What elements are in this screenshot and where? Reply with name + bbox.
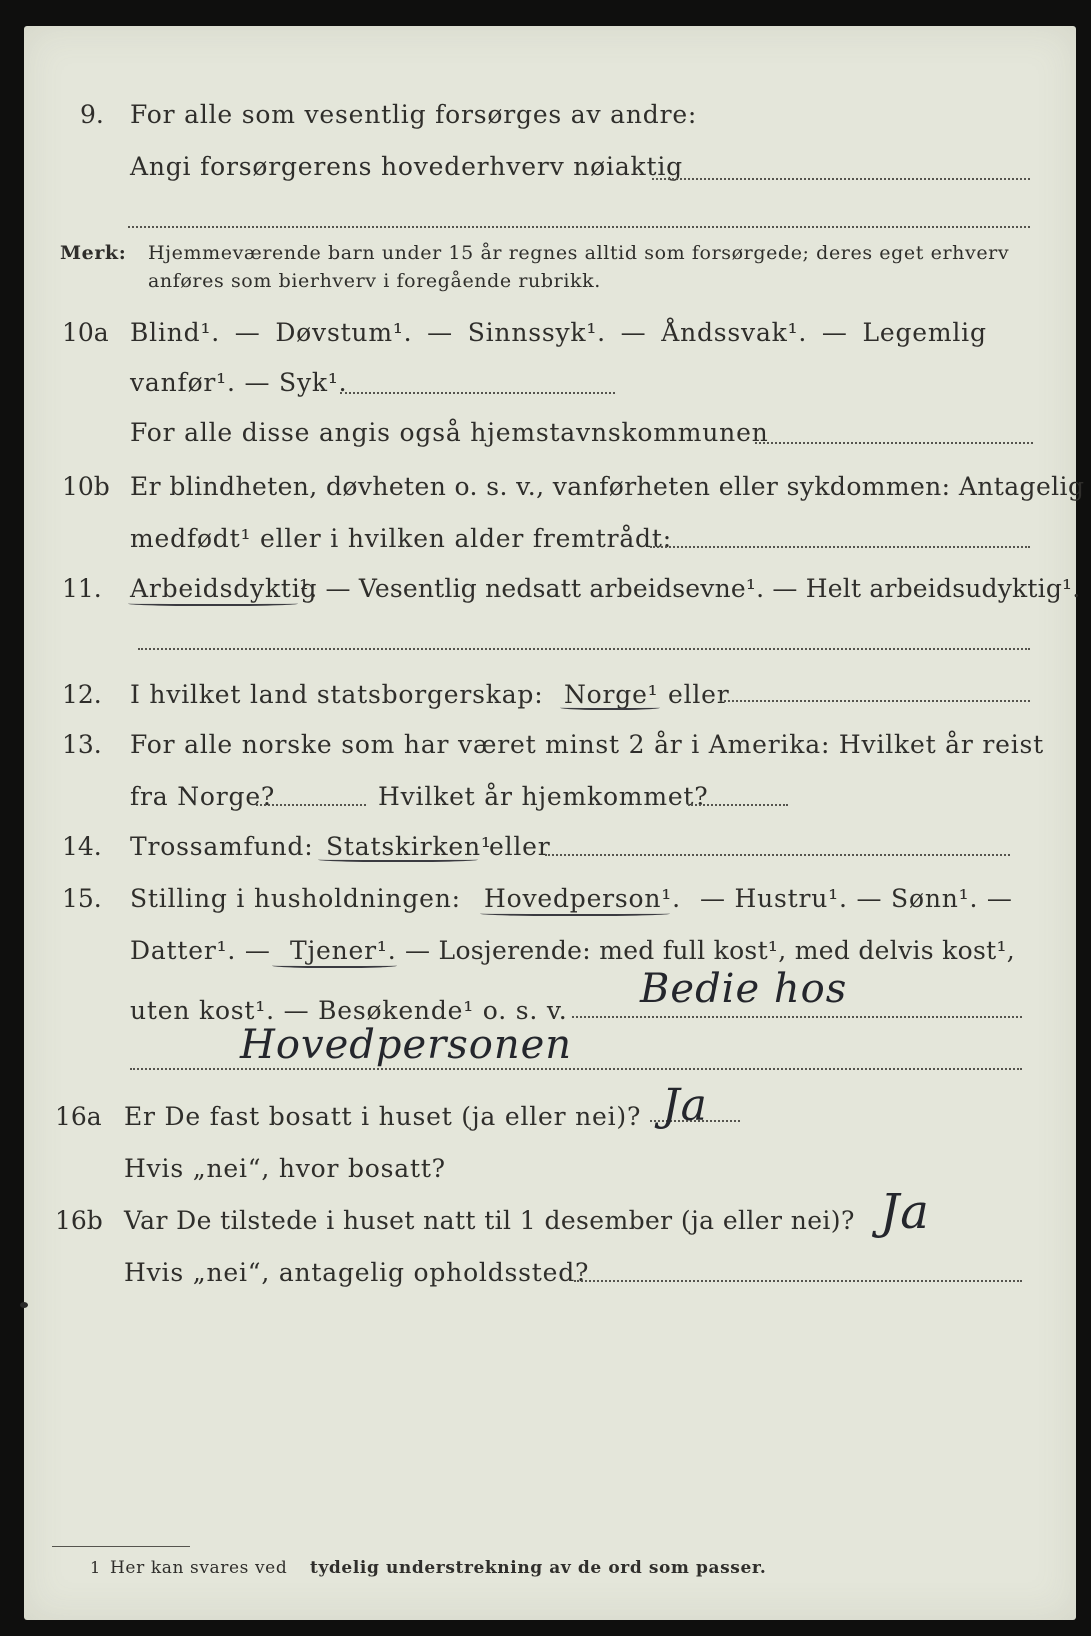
q14-tail: eller [489, 832, 551, 861]
q16b-answer-line[interactable] [574, 1280, 1022, 1282]
q15-opt-hovedperson[interactable]: Hovedperson¹. [484, 884, 681, 913]
q15-handwritten-answer-1: Bedie hos [640, 966, 848, 1012]
q13-line1: For alle norske som har været minst 2 år i Amerika: Hvilket år reist [130, 730, 1045, 759]
q15-line1c: — Hustru¹. — Sønn¹. — [700, 884, 1013, 913]
q13-line2a: fra Norge? [130, 782, 276, 811]
q14-number: 14. [62, 832, 102, 861]
q14-opt-statskirken[interactable]: Statskirken¹ [326, 832, 492, 861]
merk-label: Merk: [60, 242, 127, 264]
q10b-line2: medfødt¹ eller i hvilken alder fremtrådt: [130, 524, 672, 553]
q16b-number: 16b [55, 1206, 103, 1235]
footnote-rule [52, 1546, 190, 1547]
footnote-mark: 1 [90, 1558, 101, 1577]
footnote-bold-text: tydelig understrekning av de ord som passer. [310, 1558, 767, 1578]
q9-answer-line[interactable] [652, 178, 1030, 180]
q11-opt-arbeidsdyktig[interactable]: Arbeidsdyktig [130, 574, 318, 603]
q10a-syk-line[interactable] [340, 392, 615, 394]
q16b-handwritten-answer: Ja [880, 1184, 930, 1240]
q12-text: I hvilket land statsborgerskap: [130, 680, 544, 709]
q16b-line1: Var De tilstede i huset natt til 1 desember (ja eller nei)? [124, 1206, 855, 1235]
q13-reist-line[interactable] [256, 804, 366, 806]
q13-hjemkommet-line[interactable] [688, 804, 788, 806]
q15-number: 15. [62, 884, 102, 913]
q10b-answer-line[interactable] [650, 546, 1030, 548]
q11-underline [128, 600, 298, 606]
q12-opt-norge[interactable]: Norge¹ [564, 680, 659, 709]
q16a-line1: Er De fast bosatt i huset (ja eller nei)? [124, 1102, 642, 1131]
q10b-number: 10b [62, 472, 110, 501]
q13-number: 13. [62, 730, 102, 759]
q9-answer-line-2[interactable] [128, 226, 1030, 228]
margin-ink-mark [20, 1302, 28, 1308]
q10a-line2: vanfør¹. — Syk¹. [130, 368, 348, 397]
merk-line1: Hjemmeværende barn under 15 år regnes alltid som forsørgede; deres eget erhverv [148, 242, 1010, 264]
q15-handwritten-answer-2: Hovedpersonen [240, 1022, 573, 1068]
q10a-line1: Blind¹. — Døvstum¹. — Sinnssyk¹. — Åndssvak¹. — Legemlig [130, 318, 987, 347]
q11-answer-line[interactable] [138, 648, 1030, 650]
merk-line2: anføres som bierhverv i foregående rubrikk. [148, 270, 601, 292]
census-form-page [24, 26, 1076, 1620]
q10a-line3: For alle disse angis også hjemstavnskommunen [130, 418, 769, 447]
q10a-number: 10a [62, 318, 109, 347]
q12-number: 12. [62, 680, 102, 709]
q16a-line2: Hvis „nei“, hvor bosatt? [124, 1154, 446, 1183]
q14-answer-line[interactable] [545, 854, 1010, 856]
q13-line2b: Hvilket år hjemkommet? [378, 782, 709, 811]
q14-underline [318, 856, 478, 862]
q15-underline-tjener [272, 962, 397, 968]
q15-underline-hovedperson [480, 910, 670, 916]
q16a-number: 16a [55, 1102, 102, 1131]
q12-underline [560, 704, 660, 710]
q10b-line1: Er blindheten, døvheten o. s. v., vanførheten eller sykdommen: Antagelig [130, 472, 1085, 501]
q16b-line2: Hvis „nei“, antagelig opholdssted? [124, 1258, 590, 1287]
q16a-handwritten-answer: Ja [662, 1080, 708, 1131]
q15-line2a: Datter¹. — [130, 936, 271, 965]
q15-answer-line-2[interactable] [130, 1068, 1022, 1070]
q12-tail: eller [668, 680, 730, 709]
q15-line2c: — Losjerende: med full kost¹, med delvis kost¹, [405, 936, 1016, 965]
q15-opt-tjener[interactable]: Tjener¹. [290, 936, 397, 965]
q12-answer-line[interactable] [720, 700, 1030, 702]
q11-number: 11. [62, 574, 102, 603]
q9-number: 9. [80, 100, 104, 129]
q9-line2: Angi forsørgerens hovederhverv nøiaktig [130, 152, 683, 181]
footnote-text: Her kan svares ved [110, 1558, 288, 1578]
q9-line1: For alle som vesentlig forsørges av andre: [130, 100, 698, 129]
q11-rest: ¹. — Vesentlig nedsatt arbeidsevne¹. — Helt arbeidsudyktig¹. [299, 574, 1081, 603]
q14-text: Trossamfund: [130, 832, 314, 861]
q10a-kommune-line[interactable] [755, 442, 1033, 444]
q15-line3: uten kost¹. — Besøkende¹ o. s. v. [130, 996, 568, 1025]
q15-answer-line[interactable] [572, 1016, 1022, 1018]
q15-line1a: Stilling i husholdningen: [130, 884, 461, 913]
